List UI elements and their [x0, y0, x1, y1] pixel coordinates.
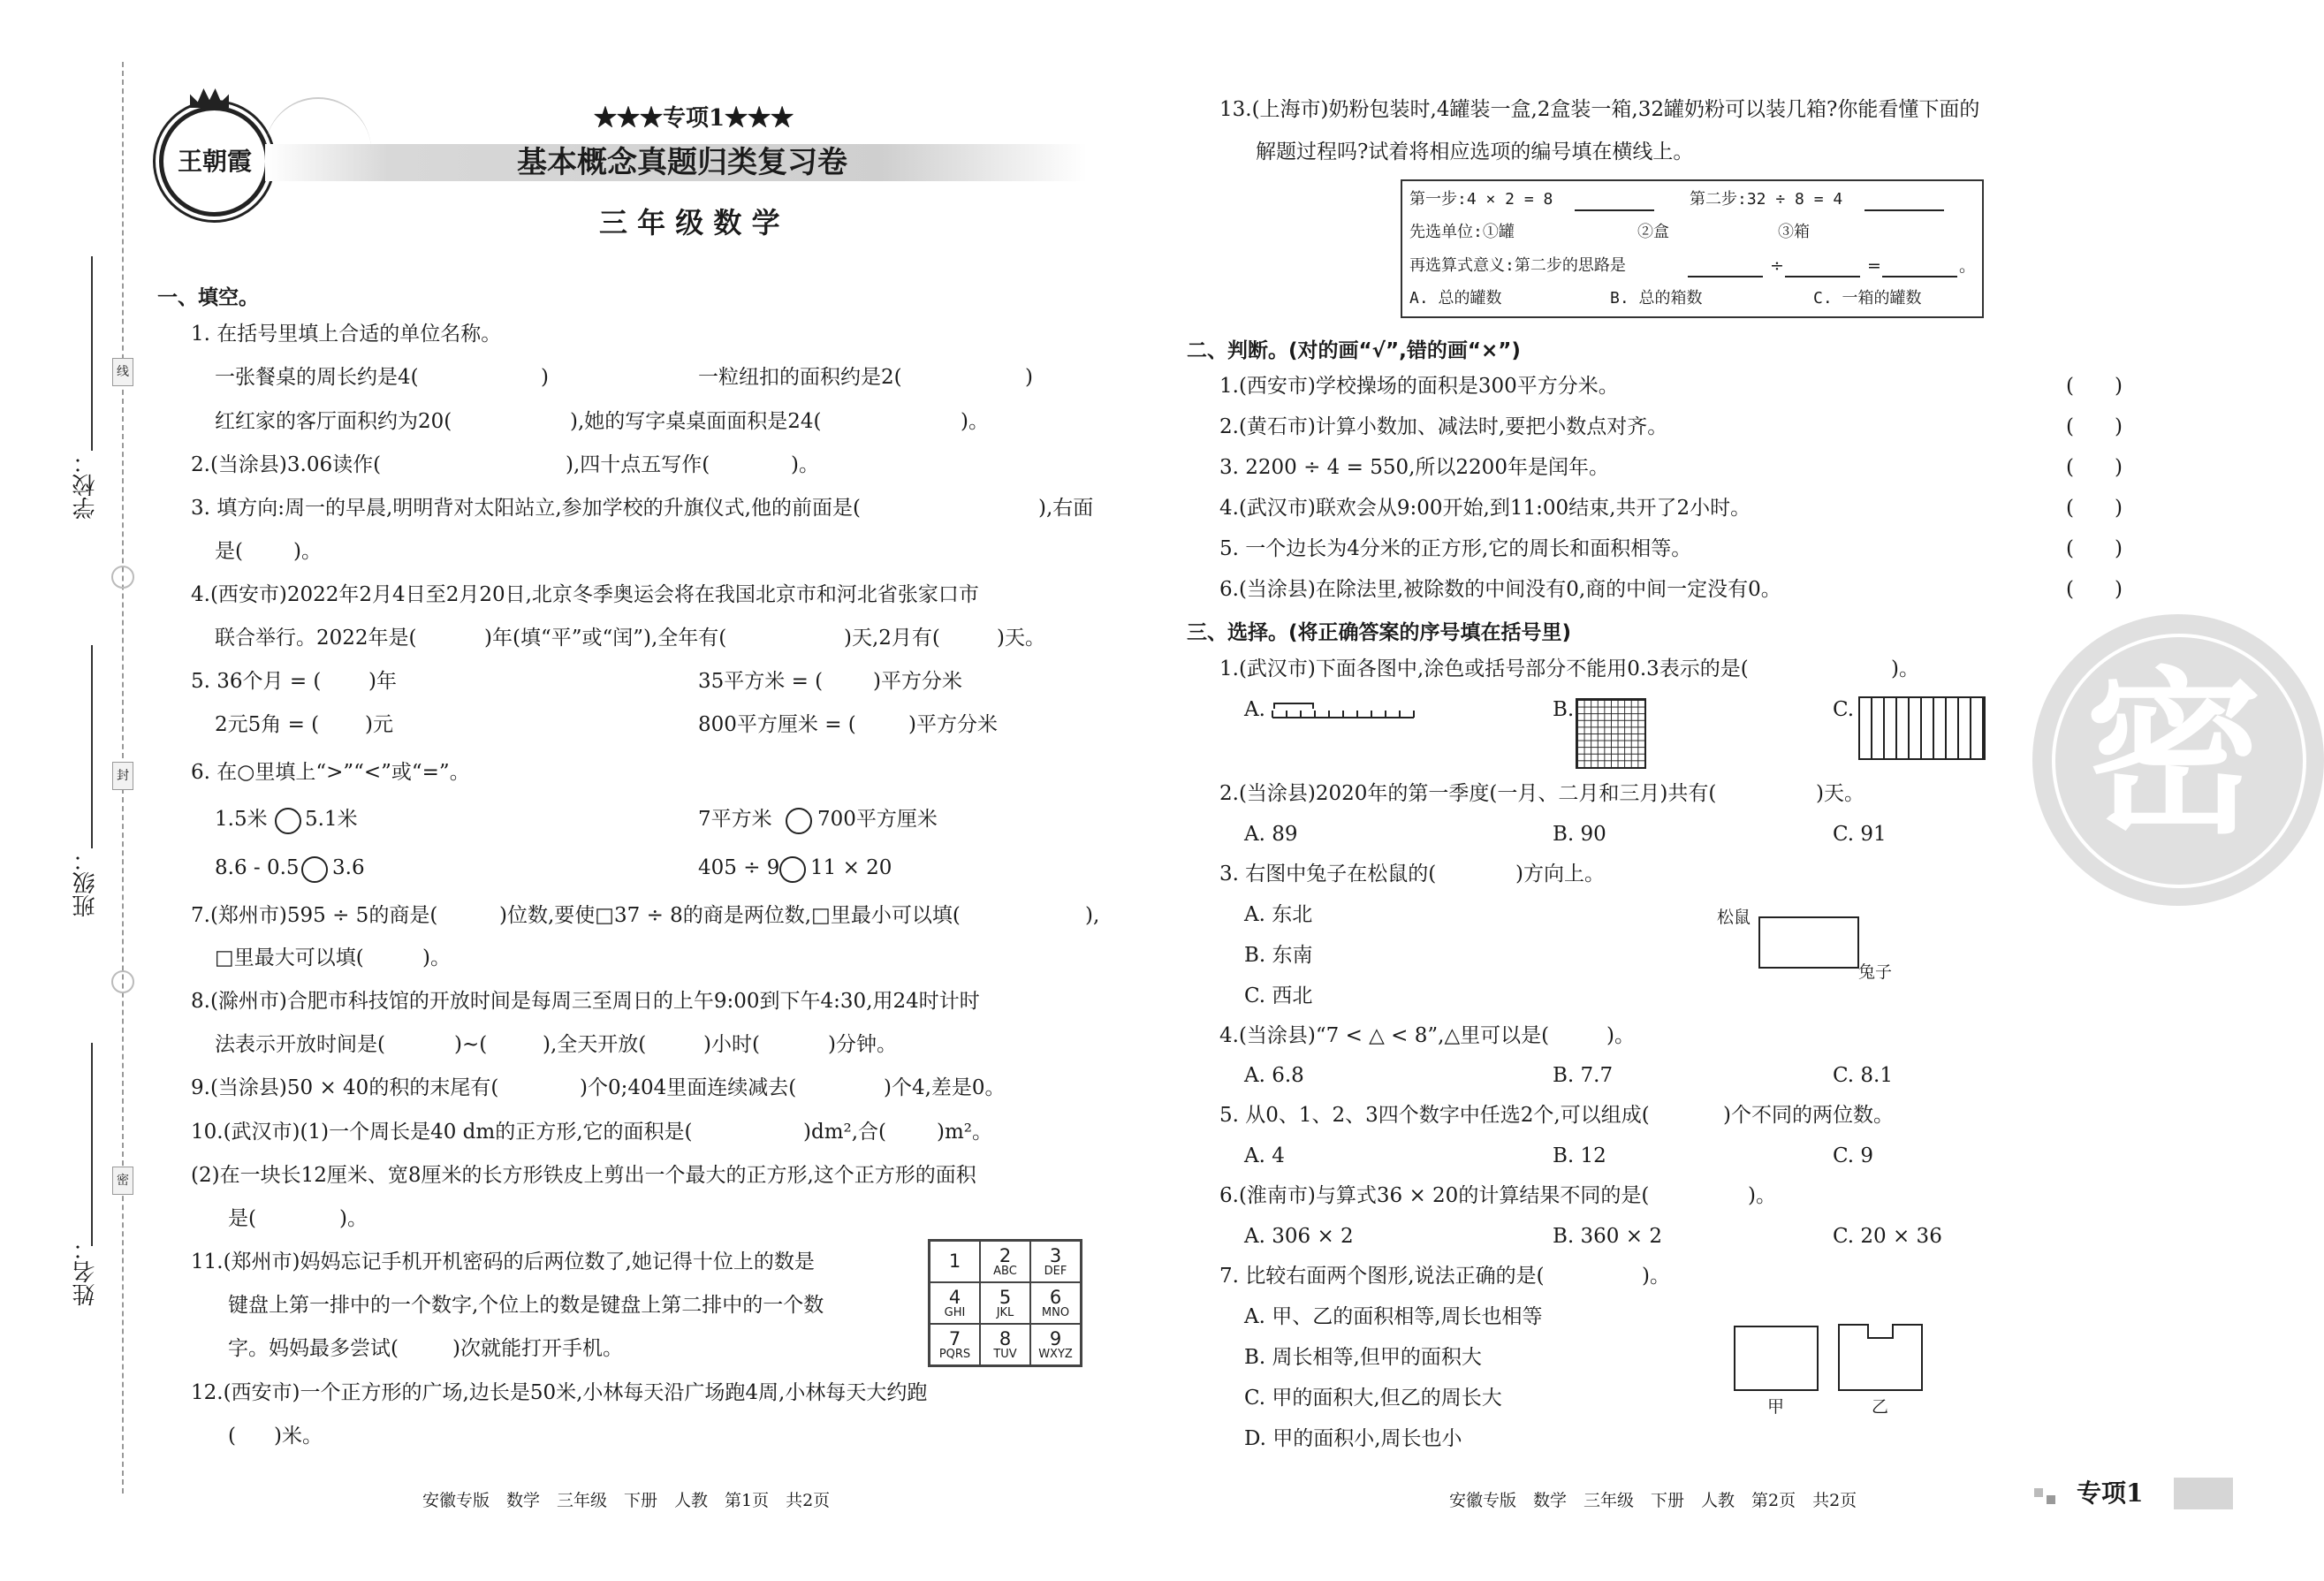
- answer-blank[interactable]: [1882, 276, 1957, 277]
- corner-tab-decoration: [2034, 1488, 2043, 1497]
- q3-close: )。: [293, 540, 322, 563]
- section-judge: 二、判断。(对的画“√”,错的画“×”): [1187, 339, 1521, 362]
- c5-close: )个不同的两位数。: [1723, 1104, 1894, 1127]
- c6-close: )。: [1748, 1184, 1776, 1207]
- q13b-text: 解题过程吗?试着将相应选项的编号填在横线上。: [1256, 141, 1694, 163]
- j6-text: 6.(当涂县)在除法里,被除数的中间没有0,商的中间一定没有0。: [1219, 578, 1781, 601]
- margin-ornament: [111, 970, 134, 993]
- j6-paren[interactable]: ( ): [2066, 578, 2123, 601]
- q9a-text: 9.(当涂县)50 × 40的积的末尾有(: [191, 1076, 499, 1099]
- school-field-line: [91, 256, 93, 451]
- q6d-text: 700平方厘米: [817, 808, 938, 831]
- q1b-text: 一粒纽扣的面积约是2(: [698, 366, 902, 389]
- c3-option-a[interactable]: A. 东北: [1244, 903, 1313, 926]
- q1c-close: )。: [961, 410, 989, 433]
- class-label: 班级：: [72, 848, 99, 917]
- j3-paren[interactable]: ( ): [2066, 456, 2123, 479]
- q6b-text: 5.1米: [305, 808, 358, 831]
- c3-text: 3. 右图中兔子在松鼠的(: [1219, 863, 1437, 886]
- c2-text: 2.(当涂县)2020年的第一季度(一月、二月和三月)共有(: [1219, 782, 1717, 805]
- j4-text: 4.(武汉市)联欢会从9:00开始,到11:00结束,共开了2小时。: [1219, 497, 1751, 520]
- answer-blank[interactable]: [1575, 209, 1654, 211]
- q1c-text: 红红家的客厅面积约为20(: [215, 410, 452, 433]
- box-unit: 先选单位:①罐: [1409, 223, 1515, 241]
- q2a-text: 2.(当涂县)3.06读作(: [191, 453, 382, 476]
- c5-option-c[interactable]: C. 9: [1833, 1144, 1874, 1167]
- j3-text: 3. 2200 ÷ 4 = 550,所以2200年是闰年。: [1219, 456, 1609, 479]
- q10b-text: )dm²,合(: [803, 1121, 887, 1144]
- label-yi: 乙: [1872, 1397, 1889, 1417]
- q5a-text: 5. 36个月 = (: [191, 670, 322, 693]
- q5f-text: )元: [365, 713, 393, 736]
- binding-tag-line: 线: [112, 358, 133, 386]
- squirrel-label: 松鼠: [1717, 908, 1751, 927]
- box-eq: =: [1867, 256, 1881, 276]
- q2b-text: ),四十点五写作(: [566, 453, 710, 476]
- box-opt-a: A. 总的罐数: [1409, 289, 1502, 308]
- answer-blank[interactable]: [1785, 276, 1860, 277]
- section-badge: ★★★专项1★★★: [594, 105, 794, 132]
- q6g-text: 405 ÷ 9: [698, 856, 780, 879]
- c6-option-a[interactable]: A. 306 × 2: [1244, 1225, 1354, 1248]
- q1-text: 1. 在括号里填上合适的单位名称。: [191, 323, 502, 346]
- name-field-line: [91, 1043, 93, 1246]
- crown-icon: [190, 88, 229, 108]
- q3c-text: 是(: [215, 540, 243, 563]
- c3-option-b[interactable]: B. 东南: [1244, 944, 1313, 967]
- section-choice: 三、选择。(将正确答案的序号填在括号里): [1187, 621, 1572, 644]
- c7-option-b[interactable]: B. 周长相等,但甲的面积大: [1244, 1346, 1482, 1369]
- q11d-text: )次就能打开手机。: [452, 1337, 623, 1360]
- q10c-text: )m²。: [937, 1121, 993, 1144]
- stamp-char: 密: [2085, 652, 2263, 858]
- grid-figure: [1576, 698, 1646, 769]
- q6a-text: 1.5米: [215, 808, 268, 831]
- compare-circle[interactable]: [779, 856, 806, 883]
- q9b-text: )个0;404里面连续减去(: [580, 1076, 797, 1099]
- j1-text: 1.(西安市)学校操场的面积是300平方分米。: [1219, 375, 1619, 398]
- c7-text: 7. 比较右面两个图形,说法正确的是(: [1219, 1265, 1545, 1288]
- c2-close: )天。: [1816, 782, 1865, 805]
- j5-paren[interactable]: ( ): [2066, 537, 2123, 560]
- ruler-figure: [1272, 700, 1414, 726]
- shape-yi: [1838, 1324, 1923, 1391]
- key-4: 4 GHI: [930, 1282, 981, 1324]
- c7-option-c[interactable]: C. 甲的面积大,但乙的周长大: [1244, 1387, 1502, 1410]
- q6-text: 6. 在○里填上“>”“<”或“=”。: [191, 761, 470, 784]
- ribbon-decoration: [265, 97, 371, 152]
- page-title: 基本概念真题归类复习卷: [517, 145, 847, 180]
- c5-option-a[interactable]: A. 4: [1244, 1144, 1285, 1167]
- q12b-text: (: [228, 1425, 236, 1448]
- c7-option-d[interactable]: D. 甲的面积小,周长也小: [1244, 1427, 1462, 1450]
- c5-option-b[interactable]: B. 12: [1553, 1144, 1606, 1167]
- right-footer: 安徽专版 数学 三年级 下册 人教 第2页 共2页: [1449, 1491, 1857, 1510]
- q1a-close: ): [541, 366, 549, 389]
- c1-close: )。: [1891, 657, 1919, 680]
- left-footer: 安徽专版 数学 三年级 下册 人教 第1页 共2页: [422, 1491, 831, 1510]
- answer-blank[interactable]: [1688, 276, 1763, 277]
- j5-text: 5. 一个边长为4分米的正方形,它的周长和面积相等。: [1219, 537, 1692, 560]
- position-rectangle: [1758, 916, 1859, 969]
- key-5: 5 JKL: [980, 1282, 1030, 1324]
- q7c-text: ),: [1085, 904, 1100, 927]
- q6f-text: 3.6: [332, 856, 365, 879]
- q4d-text: )天,2月有(: [844, 627, 940, 650]
- q10e-text: 是(: [228, 1207, 256, 1230]
- box-step2: 第二步:32 ÷ 8 = 4: [1690, 190, 1843, 209]
- box-step1: 第一步:4 × 2 = 8: [1409, 190, 1553, 209]
- q3b-text: ),右面: [1038, 497, 1094, 520]
- q4a-text: 4.(西安市)2022年2月4日至2月20日,北京冬季奥运会将在我国北京市和河北省张家口市: [191, 583, 979, 606]
- q10a-text: 10.(武汉市)(1)一个周长是40 dm的正方形,它的面积是(: [191, 1121, 693, 1144]
- key-2: 2 ABC: [980, 1241, 1030, 1283]
- c3-option-c[interactable]: C. 西北: [1244, 984, 1313, 1007]
- box-unit-c: ③箱: [1778, 223, 1810, 241]
- rabbit-label: 兔子: [1858, 962, 1893, 982]
- q8f-text: )分钟。: [828, 1033, 897, 1056]
- q11b-text: 键盘上第一排中的一个数字,个位上的数是键盘上第二排中的一个数: [228, 1294, 824, 1317]
- q5c-text: 35平方米 = (: [698, 670, 824, 693]
- binding-tag-seal: 封: [112, 762, 133, 790]
- c6-option-c[interactable]: C. 20 × 36: [1833, 1225, 1942, 1248]
- q5g-text: 800平方厘米 = (: [698, 713, 856, 736]
- q6h-text: 11 × 20: [810, 856, 892, 879]
- q11c-text: 字。妈妈最多尝试(: [228, 1337, 399, 1360]
- q1b-close: ): [1025, 366, 1033, 389]
- q9c-text: )个4,差是0。: [884, 1076, 1006, 1099]
- binding-tag-secret: 密: [112, 1167, 133, 1195]
- q8c-text: )~(: [454, 1033, 488, 1056]
- j2-text: 2.(黄石市)计算小数加、减法时,要把小数点对齐。: [1219, 415, 1668, 438]
- q5d-text: )平方分米: [873, 670, 962, 693]
- corner-tab-decoration: [2047, 1495, 2055, 1504]
- corner-tab-bar: [2174, 1478, 2233, 1509]
- key-9: 9 WXYZ: [1030, 1324, 1082, 1366]
- box-meaning: 再选算式意义:第二步的思路是: [1409, 256, 1626, 275]
- q2-close: )。: [791, 453, 819, 476]
- q5h-text: )平方分米: [908, 713, 998, 736]
- brand-logo: [159, 106, 270, 217]
- bar-figure: [1858, 696, 1986, 760]
- c2-option-c[interactable]: C. 91: [1833, 823, 1887, 846]
- box-unit-b: ②盒: [1637, 223, 1669, 241]
- q13a-text: 13.(上海市)奶粉包装时,4罐装一盒,2盒装一箱,32罐奶粉可以装几箱?你能看懂下面的: [1219, 98, 1980, 121]
- label-jia: 甲: [1767, 1397, 1785, 1417]
- c7-close: )。: [1642, 1265, 1670, 1288]
- key-8: 8 TUV: [980, 1324, 1030, 1366]
- q10d-text: (2)在一块长12厘米、宽8厘米的长方形铁皮上剪出一个最大的正方形,这个正方形的面积: [191, 1164, 976, 1187]
- q6c-text: 7平方米: [698, 808, 772, 831]
- logo-text: 王朝霞: [177, 147, 252, 176]
- box-period: 。: [1959, 256, 1977, 276]
- page-subtitle: 三 年 级 数 学: [599, 206, 780, 239]
- q5b-text: )年: [368, 670, 397, 693]
- q8a-text: 8.(滁州市)合肥市科技馆的开放时间是每周三至周日的上午9:00到下午4:30,用24时计时: [191, 990, 980, 1013]
- key-3: 3 DEF: [1030, 1241, 1082, 1283]
- c4-option-b[interactable]: B. 7.7: [1553, 1064, 1614, 1087]
- c6-text: 6.(淮南市)与算式36 × 20的计算结果不同的是(: [1219, 1184, 1650, 1207]
- box-opt-c: C. 一箱的罐数: [1813, 289, 1922, 308]
- c3-close: )方向上。: [1515, 863, 1605, 886]
- class-field-line: [91, 645, 93, 848]
- answer-blank[interactable]: [1865, 209, 1944, 211]
- q4c-text: )年(填“平”或“闰”),全年有(: [484, 627, 727, 650]
- q3a-text: 3. 填方向:周一的早晨,明明背对太阳站立,参加学校的升旗仪式,他的前面是(: [191, 497, 861, 520]
- c1-text: 1.(武汉市)下面各图中,涂色或括号部分不能用0.3表示的是(: [1219, 657, 1749, 680]
- q11a-text: 11.(郑州市)妈妈忘记手机开机密码的后两位数了,她记得十位上的数是: [191, 1250, 815, 1273]
- q12a-text: 12.(西安市)一个正方形的广场,边长是50米,小林每天沿广场跑4周,小林每天大约跑: [191, 1381, 928, 1404]
- q8e-text: )小时(: [703, 1033, 760, 1056]
- q4-close: )天。: [997, 627, 1045, 650]
- q8d-text: ),全天开放(: [543, 1033, 647, 1056]
- c1-option-c[interactable]: C.: [1833, 698, 1855, 721]
- q7d-text: □里最大可以填(: [215, 946, 364, 969]
- c2-option-a[interactable]: A. 89: [1244, 823, 1298, 846]
- c6-option-b[interactable]: B. 360 × 2: [1553, 1225, 1662, 1248]
- c4-option-a[interactable]: A. 6.8: [1244, 1064, 1304, 1087]
- section-fill-blank: 一、填空。: [157, 286, 259, 309]
- box-div: ÷: [1770, 256, 1784, 276]
- key-1: 1: [930, 1241, 981, 1283]
- q4b-text: 联合举行。2022年是(: [215, 627, 417, 650]
- shape-jia: [1734, 1326, 1819, 1391]
- secret-stamp-watermark: [2032, 614, 2324, 906]
- compare-circle[interactable]: [786, 808, 812, 834]
- c4-option-c[interactable]: C. 8.1: [1833, 1064, 1893, 1087]
- key-7: 7 PQRS: [930, 1324, 981, 1366]
- c5-text: 5. 从0、1、2、3四个数字中任选2个,可以组成(: [1219, 1104, 1650, 1127]
- c4-close: )。: [1606, 1024, 1635, 1047]
- corner-section-tag: 专项1: [2077, 1478, 2144, 1508]
- j4-paren[interactable]: ( ): [2066, 497, 2123, 520]
- key-6: 6 MNO: [1030, 1282, 1082, 1324]
- q12c-text: )米。: [274, 1425, 323, 1448]
- j2-paren[interactable]: ( ): [2066, 415, 2123, 438]
- school-label: 学校：: [72, 451, 99, 520]
- q7-close: )。: [422, 946, 451, 969]
- box-opt-b: B. 总的箱数: [1610, 289, 1703, 308]
- margin-ornament: [111, 566, 134, 589]
- j1-paren[interactable]: ( ): [2066, 375, 2123, 398]
- q10-close: )。: [339, 1207, 368, 1230]
- q8b-text: 法表示开放时间是(: [215, 1033, 385, 1056]
- c1-option-a[interactable]: A.: [1244, 698, 1265, 721]
- c2-option-b[interactable]: B. 90: [1553, 823, 1606, 846]
- compare-circle[interactable]: [301, 856, 328, 883]
- c7-option-a[interactable]: A. 甲、乙的面积相等,周长也相等: [1244, 1305, 1543, 1328]
- q5e-text: 2元5角 = (: [215, 713, 320, 736]
- c1-option-b[interactable]: B.: [1553, 698, 1575, 721]
- phone-keypad: [928, 1239, 1082, 1367]
- q7b-text: )位数,要使□37 ÷ 8的商是两位数,□里最小可以填(: [499, 904, 961, 927]
- q1a-text: 一张餐桌的周长约是4(: [215, 366, 419, 389]
- q7a-text: 7.(郑州市)595 ÷ 5的商是(: [191, 904, 438, 927]
- q1c2-text: ),她的写字桌桌面面积是24(: [570, 410, 822, 433]
- name-label: 姓名：: [72, 1237, 99, 1306]
- c4-text: 4.(当涂县)“7 < △ < 8”,△里可以是(: [1219, 1024, 1550, 1047]
- compare-circle[interactable]: [275, 808, 301, 834]
- q6e-text: 8.6 - 0.5: [215, 856, 300, 879]
